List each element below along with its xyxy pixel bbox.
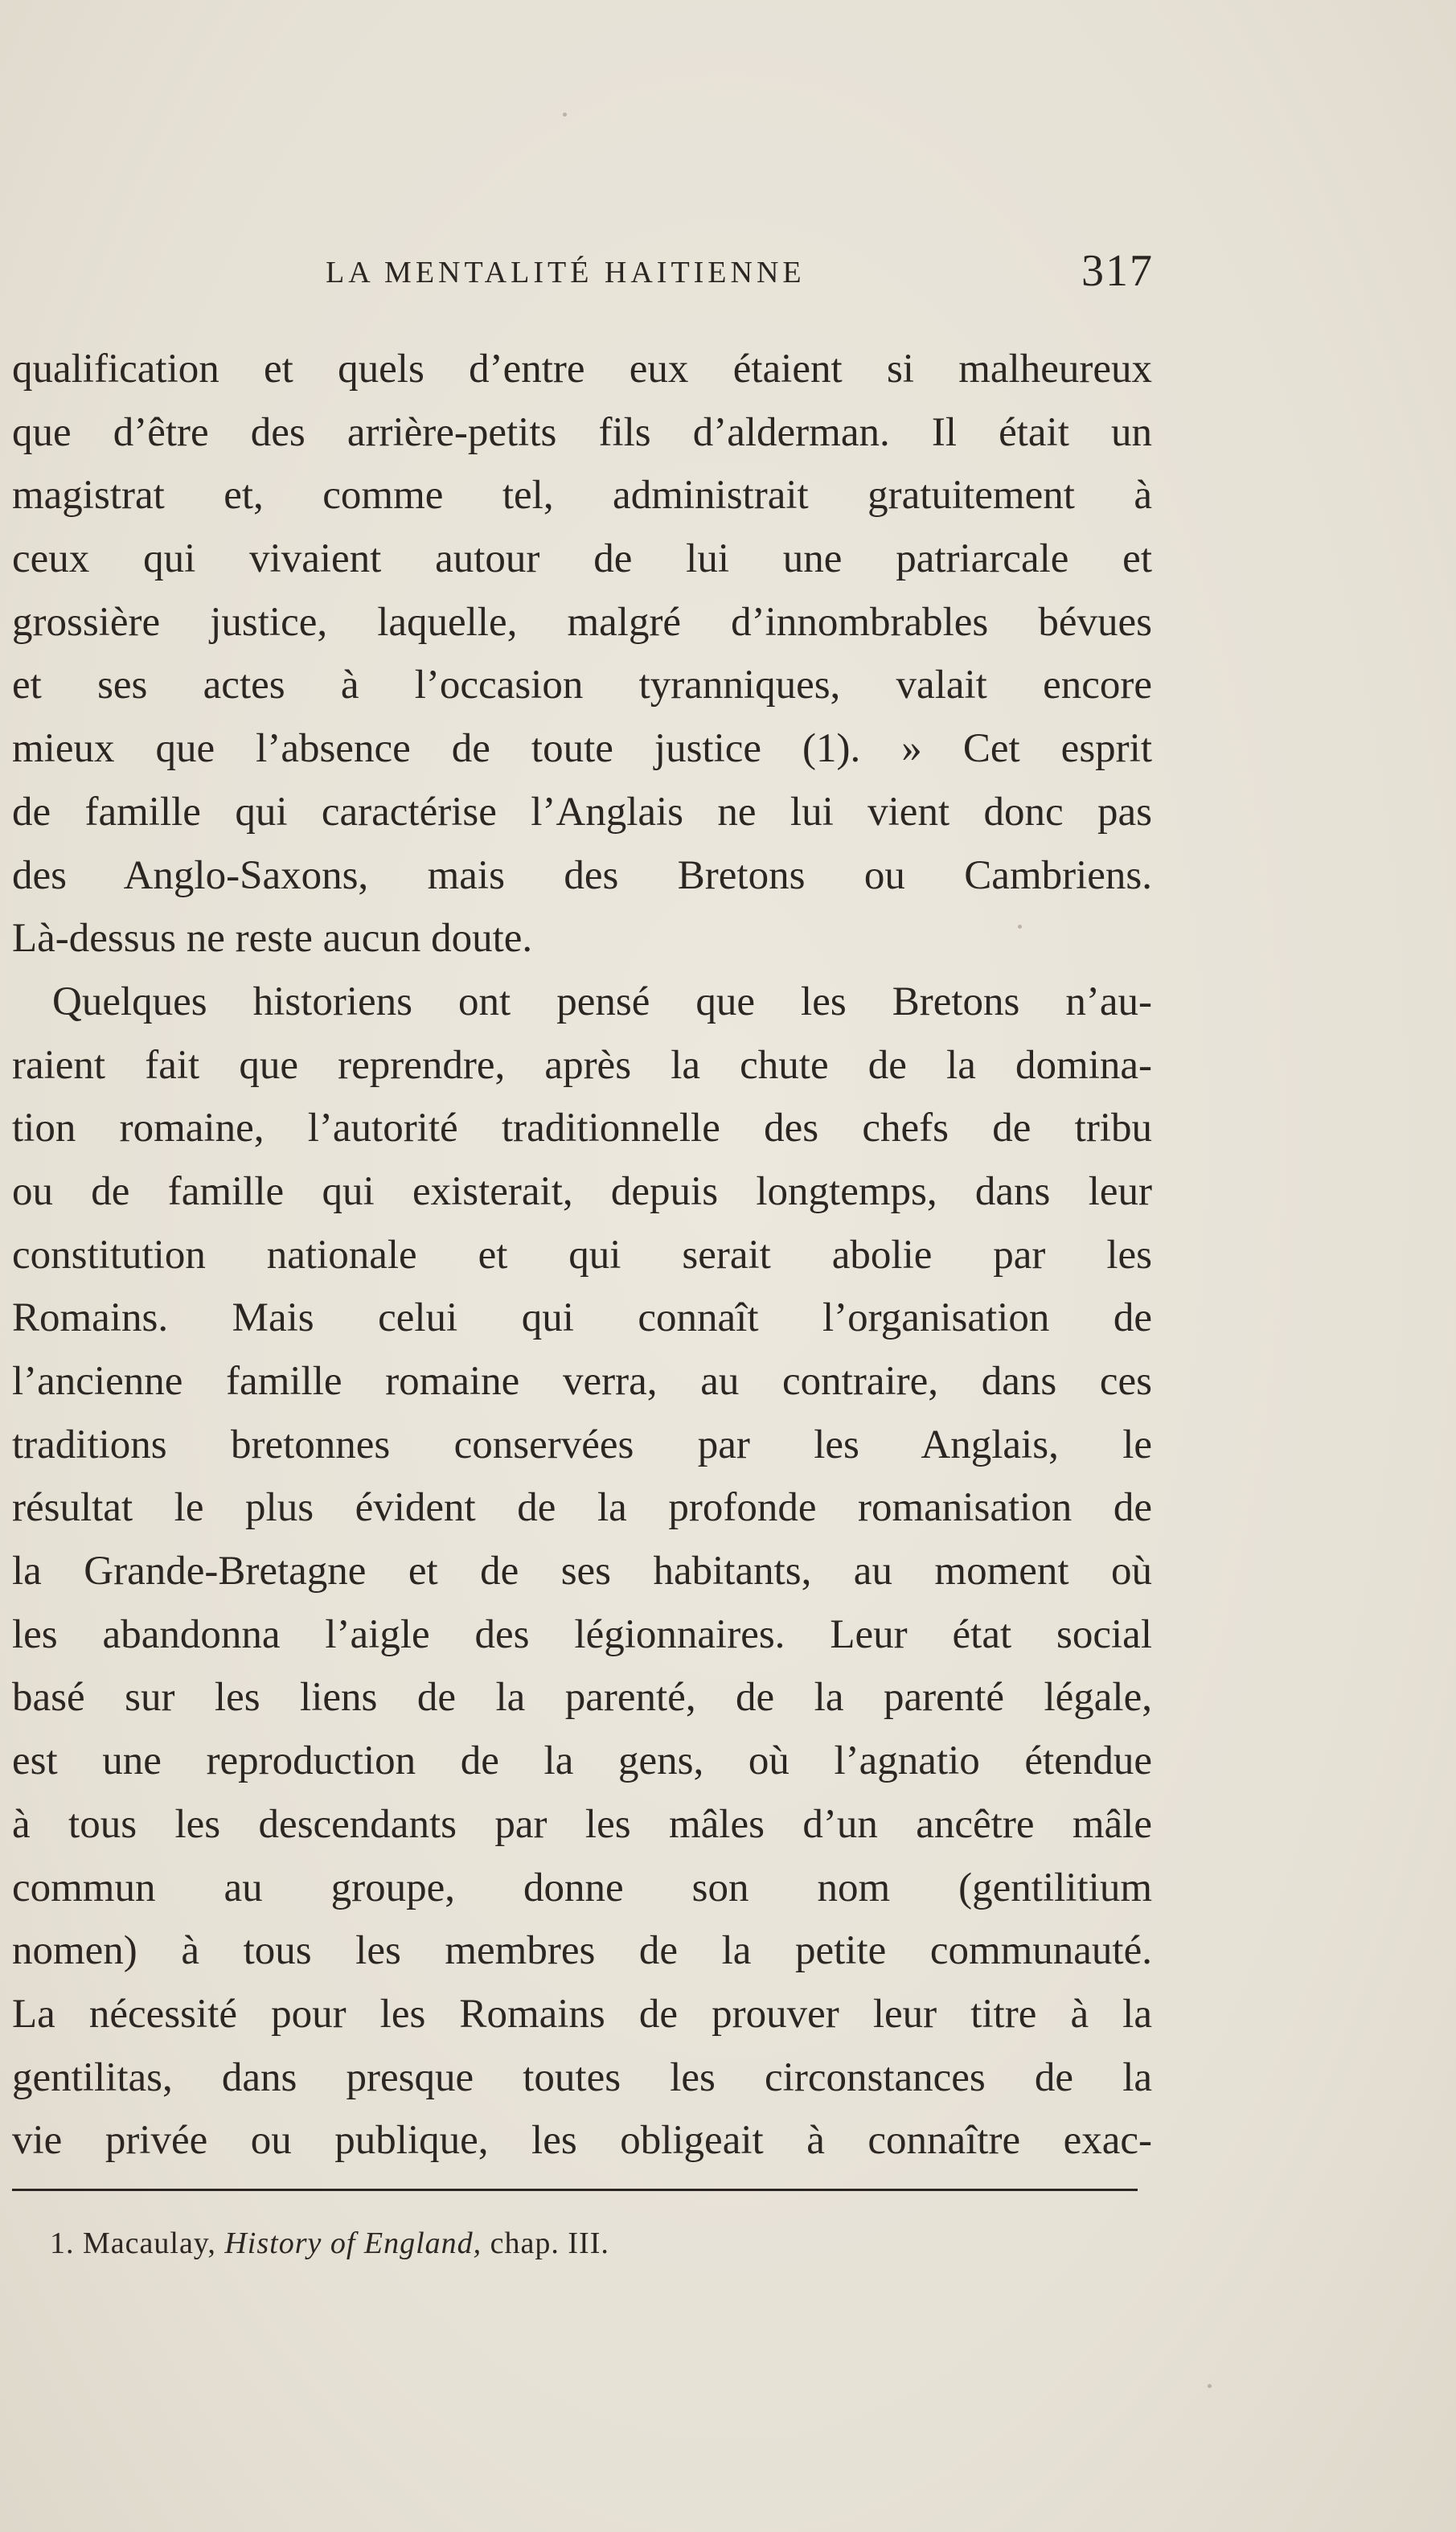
text-line: constitution nationale et qui serait abolie par les (12, 1232, 1152, 1278)
text-line: de famille qui caractérise l’Anglais ne lui vient donc pas (12, 789, 1152, 835)
footnote-author: Macaulay, (83, 2226, 216, 2260)
text-line: grossière justice, laquelle, malgré d’innombrables bévues (12, 599, 1152, 645)
text-line: les abandonna l’aigle des légionnaires. Leur état social (12, 1611, 1152, 1657)
paper-speck (1208, 2384, 1212, 2388)
footnote-rule (12, 2189, 1138, 2191)
footnote-ref: chap. III. (490, 2226, 609, 2260)
text-line: ou de famille qui existerait, depuis longtemps, dans leur (12, 1168, 1152, 1214)
text-line: des Anglo-Saxons, mais des Bretons ou Cambriens. (12, 852, 1152, 898)
body-text (12, 338, 1152, 2173)
text-line: magistrat et, comme tel, administrait gratuitement à (12, 473, 1152, 519)
page-number: 317 (1081, 246, 1154, 296)
text-line: ceux qui vivaient autour de lui une patriarcale et (12, 536, 1152, 582)
paragraph-start-line: Quelques historiens ont pensé que les Bretons n’au- (52, 979, 1152, 1024)
paper-speck (563, 113, 567, 117)
text-line-italic-terms: est une reproduction de la gens, où l’agnatio étendue (12, 1738, 1152, 1784)
footnote-title: History of England, (224, 2226, 482, 2260)
text-line: Romains. Mais celui qui connaît l’organisation de (12, 1295, 1152, 1341)
text-line: mieux que l’absence de toute justice (1). » Cet esprit (12, 726, 1152, 772)
running-title: LA MENTALITÉ HAITIENNE (326, 256, 806, 289)
text-line-italic-terms: nomen) à tous les membres de la petite communauté. (12, 1928, 1152, 1974)
text-line: raient fait que reprendre, après la chute de la domina- (12, 1042, 1152, 1088)
text-line: Là-dessus ne reste aucun doute. (12, 916, 533, 962)
text-line: l’ancienne famille romaine verra, au contraire, dans ces (12, 1359, 1152, 1404)
text-line: à tous les descendants par les mâles d’un ancêtre mâle (12, 1801, 1152, 1847)
text-line: résultat le plus évident de la profonde romanisation de (12, 1485, 1152, 1531)
text-line: et ses actes à l’occasion tyranniques, valait encore (12, 663, 1152, 708)
footnote-marker: 1. (50, 2226, 75, 2260)
running-head (0, 245, 1456, 296)
text-line: vie privée ou publique, les obligeait à connaître exac- (12, 2118, 1152, 2164)
text-line: tion romaine, l’autorité traditionnelle des chefs de tribu (12, 1106, 1152, 1151)
text-line: la Grande-Bretagne et de ses habitants, au moment où (12, 1549, 1152, 1594)
text-line: basé sur les liens de la parenté, de la parenté légale, (12, 1675, 1152, 1721)
text-line: La nécessité pour les Romains de prouver leur titre à la (12, 1991, 1152, 2037)
text-line: traditions bretonnes conservées par les Anglais, le (12, 1422, 1152, 1467)
text-line: qualification et quels d’entre eux étaient si malheureux (12, 347, 1152, 392)
footnote (50, 2226, 609, 2261)
text-line-italic-terms: gentilitas, dans presque toutes les circonstances de la (12, 2054, 1152, 2100)
paper-speck (1018, 925, 1022, 929)
text-line-italic-terms: commun au groupe, donne son nom (gentilitium (12, 1865, 1152, 1910)
text-line: que d’être des arrière-petits fils d’alderman. Il était un (12, 409, 1152, 455)
